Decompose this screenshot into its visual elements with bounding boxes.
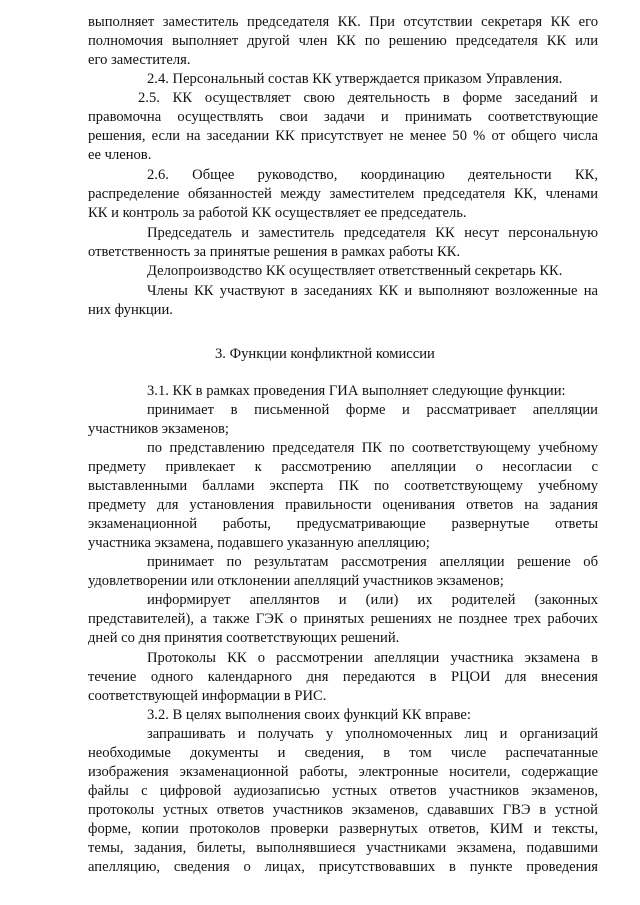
text-line: принимает по результатам рассмотрения апелляции решение об <box>147 554 598 570</box>
text-line: запрашивать и получать у уполномоченных лиц и организаций <box>147 726 598 742</box>
text-line: ответственность за принятые решения в рамках работы КК. <box>88 244 461 260</box>
text-line: полномочия выполняет другой член КК по решению председателя КК или <box>88 33 598 49</box>
text-line: выполняет заместитель председателя КК. При отсутствии секретаря КК его <box>88 14 598 30</box>
text-line: правомочна осуществлять свои задачи и принимать соответствующие <box>88 109 598 125</box>
text-line: предмету привлекает к рассмотрению апелляции о несогласии с <box>88 459 598 475</box>
text-line: информирует апеллянтов и (или) их родителей (законных <box>147 592 598 608</box>
text-line: протоколы устных ответов участников экзаменов, сдававших ГВЭ в устной <box>88 802 598 818</box>
text-line: КК и контроль за работой КК осуществляет ее председатель. <box>88 205 467 221</box>
text-line: выставленными баллами эксперта ПК по соответствующему учебному <box>88 478 598 494</box>
text-line: темы, задания, билеты, выполнявшиеся участниками экзамена, подавшими <box>88 840 598 856</box>
text-line: изображения экзаменационной работы, электронные носители, содержащие <box>88 764 598 780</box>
text-line: Председатель и заместитель председателя КК несут персональную <box>147 225 598 241</box>
text-line: представителей), а также ГЭК о принятых решениях не позднее трех рабочих <box>88 611 598 627</box>
text-line: предмету для установления правильности оценивания ответов на задания <box>88 497 598 513</box>
text-line: 2.5. КК осуществляет свою деятельность в форме заседаний и <box>138 90 598 106</box>
section-heading: 3. Функции конфликтной комиссии <box>215 346 435 362</box>
text-line: форме, копии протоколов проверки развернутых ответов, КИМ и тексты, <box>88 821 598 837</box>
text-line: файлы с цифровой аудиозаписью устных ответов участников экзаменов, <box>88 783 598 799</box>
text-line: необходимые документы и сведения, в том числе распечатанные <box>88 745 598 761</box>
text-line: по представлению председателя ПК по соответствующему учебному <box>147 440 598 456</box>
text-line: участников экзаменов; <box>88 421 229 437</box>
text-line: 2.4. Персональный состав КК утверждается приказом Управления. <box>147 71 563 87</box>
text-line: Делопроизводство КК осуществляет ответственный секретарь КК. <box>147 263 563 279</box>
text-line: Протоколы КК о рассмотрении апелляции участника экзамена в <box>147 650 598 666</box>
text-line: дней со дня принятия соответствующих решений. <box>88 630 400 646</box>
text-line: распределение обязанностей между заместителем председателя КК, членами <box>88 186 598 202</box>
text-line: удовлетворении или отклонении апелляций участников экзаменов; <box>88 573 504 589</box>
text-line: 3.2. В целях выполнения своих функций КК вправе: <box>147 707 471 723</box>
text-line: течение одного календарного дня передаются в РЦОИ для внесения <box>88 669 598 685</box>
text-line: Члены КК участвуют в заседаниях КК и выполняют возложенные на <box>147 283 598 299</box>
text-line: 3.1. КК в рамках проведения ГИА выполняет следующие функции: <box>147 383 566 399</box>
text-line: его заместителя. <box>88 52 191 68</box>
text-line: 2.6. Общее руководство, координацию деятельности КК, <box>147 167 598 183</box>
text-line: соответствующей информации в РИС. <box>88 688 327 704</box>
text-line: участника экзамена, подавшего указанную апелляцию; <box>88 535 430 551</box>
text-line: ее членов. <box>88 147 152 163</box>
text-line: них функции. <box>88 302 173 318</box>
text-line: принимает в письменной форме и рассматривает апелляции <box>147 402 598 418</box>
text-line: решения, если на заседании КК присутствует не менее 50 % от общего числа <box>88 128 598 144</box>
text-line: апелляцию, сведения о лицах, присутствовавших в пункте проведения <box>88 859 598 875</box>
text-line: экзаменационной работы, предусматривающие развернутые ответы <box>88 516 598 532</box>
